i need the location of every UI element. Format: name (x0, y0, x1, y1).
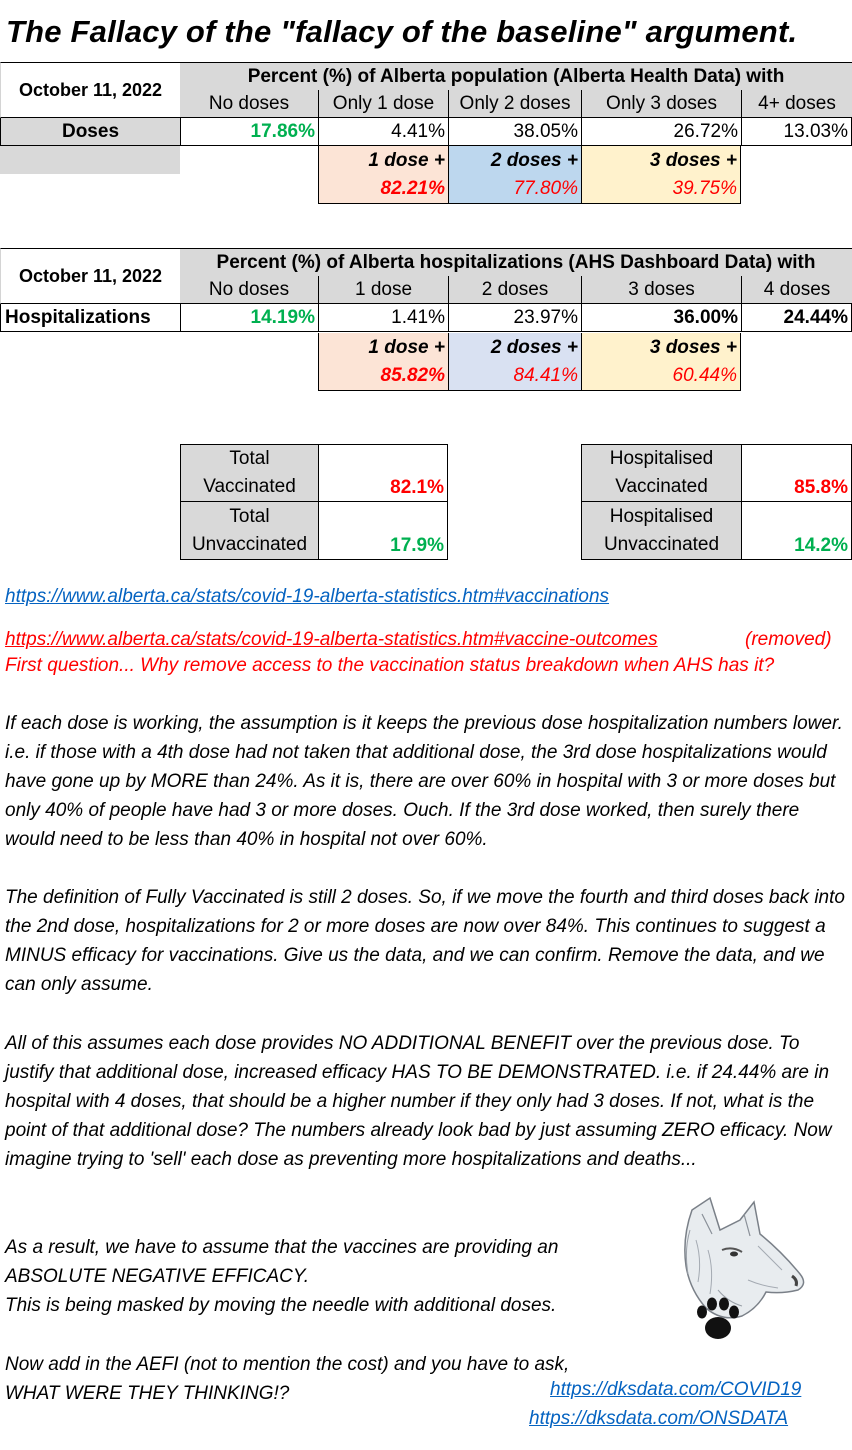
table2-cum-value-1: 84.41% (448, 362, 581, 391)
link-dksdata-onsdata[interactable]: https://dksdata.com/ONSDATA (529, 1408, 789, 1429)
final-line-1: Now add in the AEFI (not to mention the cost) and you have to ask, (5, 1354, 570, 1375)
table1-value-3: 26.72% (581, 118, 741, 146)
paragraph-2: The definition of Fully Vaccinated is still 2 doses. So, if we move the fourth and third doses back into the 2nd dose, hospitalizations for 2 or more doses are now over 84%. This continues to suggest a MINUS efficacy for vaccinations. Give us the data, and we can confirm. Remove the data, and we can only assume. (5, 887, 845, 995)
conclusion (5, 1233, 558, 1320)
final-remarks (5, 1350, 569, 1408)
table1-cum-value-1: 77.80% (448, 175, 581, 204)
table2-col-3: 3 doses (581, 276, 741, 304)
table2-value-3: 36.00% (581, 304, 741, 332)
final-line-2: WHAT WERE THEY THINKING!? (5, 1383, 290, 1404)
table2-header: Percent (%) of Alberta hospitalizations (AHS Dashboard Data) with (180, 248, 852, 276)
table2-row-label: Hospitalizations (0, 304, 180, 332)
summary-right-vacc-label-line1: Hospitalised (609, 448, 714, 469)
table1-value-1: 4.41% (318, 118, 448, 146)
conclusion-line-1: As a result, we have to assume that the vaccines are providing an (5, 1237, 559, 1258)
first-question: First question... Why remove access to the vaccination status breakdown when AHS has it? (5, 655, 775, 676)
table1-cum-label-2: 3 doses + (581, 146, 741, 175)
table2-cum-value-0: 85.82% (318, 362, 448, 391)
summary-left-unvacc-label-line1: Total (229, 505, 270, 527)
table1-header: Percent (%) of Alberta population (Alberta Health Data) with (180, 62, 852, 90)
table1-col-0: No doses (180, 90, 318, 118)
summary-left-vacc-label (180, 444, 318, 502)
table1-row-label: Doses (0, 118, 180, 146)
table2-value-1: 1.41% (318, 304, 448, 332)
summary-left-unvacc-label-line2: Unvaccinated (191, 533, 308, 555)
summary-right-unvacc-value: 14.2% (741, 502, 852, 560)
table2-cum-label-0: 1 dose + (318, 333, 448, 362)
summary-right-unvacc-label (581, 502, 741, 560)
table1-cum-value-2: 39.75% (581, 175, 741, 204)
summary-left-vacc-value: 82.1% (318, 444, 448, 502)
table2-col-0: No doses (180, 276, 318, 304)
table2-value-4: 24.44% (741, 304, 852, 332)
summary-right-vacc-label (581, 444, 741, 502)
summary-left-unvacc-label (180, 502, 318, 560)
table1-value-4: 13.03% (741, 118, 852, 146)
paragraph-3: All of this assumes each dose provides NO ADDITIONAL BENEFIT over the previous dose. To justify that additional dose, increased efficacy HAS TO BE DEMONSTRATED. i.e. if 24.44% are in hospital with 4 doses, that should be a higher number if they only had 3 doses. If not, what is the point of that additional dose? The numbers already look bad by just assuming ZERO efficacy. Now imagine trying to 'sell' each dose as preventing more hospitalizations and deaths... (5, 1033, 832, 1170)
table1-col-1: Only 1 dose (318, 90, 448, 118)
table2-col-1: 1 dose (318, 276, 448, 304)
summary-left-vacc-label-line1: Total (229, 448, 270, 469)
table1-col-4: 4+ doses (741, 90, 852, 118)
table2-date: October 11, 2022 (0, 248, 180, 304)
summary-right-vacc-label-line2: Vaccinated (615, 476, 708, 497)
link-vaccinations[interactable]: https://www.alberta.ca/stats/covid-19-alberta-statistics.htm#vaccinations (5, 586, 610, 607)
table2-col-4: 4 doses (741, 276, 852, 304)
table2-value-2: 23.97% (448, 304, 581, 332)
table1-col-2: Only 2 doses (448, 90, 581, 118)
summary-right-unvacc-label-line1: Hospitalised (609, 505, 714, 527)
page-title: The Fallacy of the "fallacy of the baseline" argument. (6, 14, 798, 49)
table2-cum-label-2: 3 doses + (581, 333, 741, 362)
conclusion-line-2: ABSOLUTE NEGATIVE EFFICACY. (5, 1266, 310, 1287)
table1-col-3: Only 3 doses (581, 90, 741, 118)
wolf-logo-icon (662, 1190, 812, 1348)
conclusion-line-3: This is being masked by moving the needle with additional doses. (5, 1295, 557, 1316)
link-dksdata-covid19[interactable]: https://dksdata.com/COVID19 (550, 1379, 802, 1400)
summary-right-unvacc-label-line2: Unvaccinated (603, 533, 720, 555)
table2-col-2: 2 doses (448, 276, 581, 304)
summary-left-vacc-label-line2: Vaccinated (203, 476, 296, 497)
link-vaccine-outcomes[interactable]: https://www.alberta.ca/stats/covid-19-alberta-statistics.htm#vaccine-outcomes (5, 629, 658, 650)
table2-value-0: 14.19% (180, 304, 318, 332)
table1-value-0: 17.86% (180, 118, 318, 146)
paragraph-1: If each dose is working, the assumption is it keeps the previous dose hospitalization numbers lower. i.e. if those with a 4th dose had not taken that additional dose, the 3rd dose hospitalizations would have gone up by MORE than 24%. As it is, there are over 60% in hospital with 3 or more doses but only 40% of people have had 3 or more doses. Ouch. If the 3rd dose worked, then surely there would need to be less than 40% in hospital not over 60%. (5, 713, 843, 850)
table1-value-2: 38.05% (448, 118, 581, 146)
summary-right-vacc-value: 85.8% (741, 444, 852, 502)
table1-date: October 11, 2022 (0, 62, 180, 118)
table1-cum-value-0: 82.21% (318, 175, 448, 204)
summary-left-unvacc-value: 17.9% (318, 502, 448, 560)
removed-note: (removed) (745, 629, 832, 650)
table1-gray-filler (0, 146, 180, 174)
table1-cum-label-1: 2 doses + (448, 146, 581, 175)
table1-cum-label-0: 1 dose + (318, 146, 448, 175)
table2-cum-value-2: 60.44% (581, 362, 741, 391)
table2-cum-label-1: 2 doses + (448, 333, 581, 362)
